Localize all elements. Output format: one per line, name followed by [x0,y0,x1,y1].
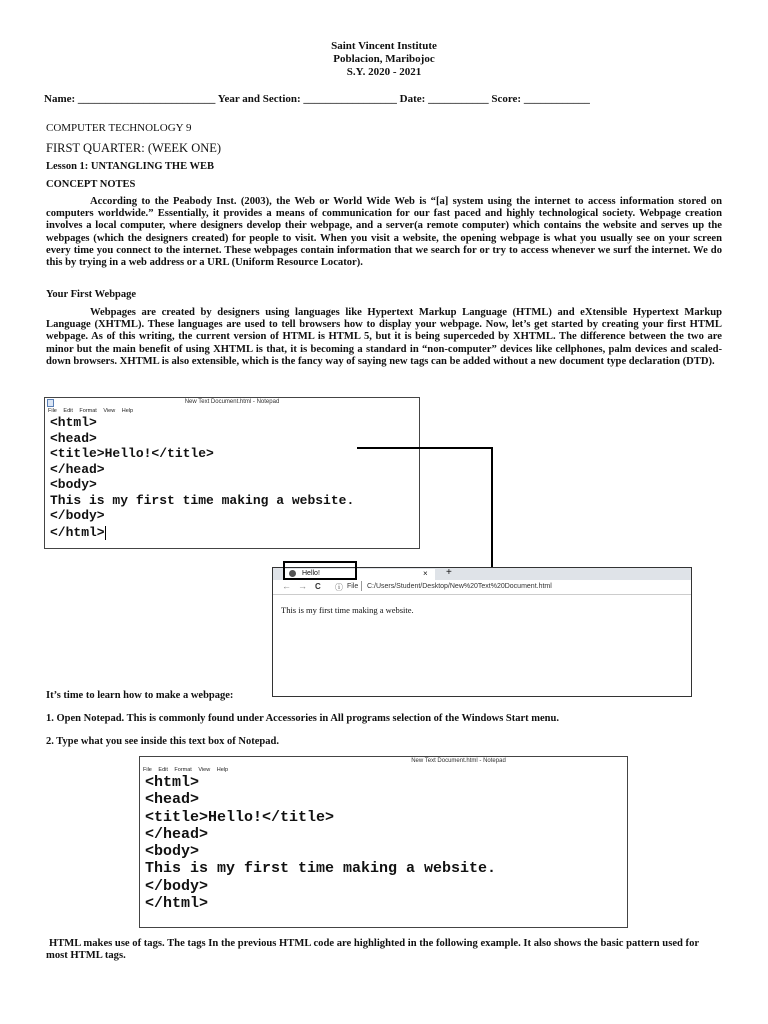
menu-file[interactable]: File [143,767,152,773]
notepad-titlebar [45,398,419,408]
file-label: File [347,583,359,590]
code-line: <body> [50,477,97,492]
section-blank: _________________ [303,93,397,105]
menu-view[interactable]: View [103,408,116,414]
notepad-title: New Text Document.html - Notepad [411,758,506,764]
menu-edit[interactable]: Edit [63,408,73,414]
learn-text: It’s time to learn how to make a webpage: [46,690,234,701]
form-line [44,93,590,105]
school-year: S.Y. 2020 - 2021 [346,66,422,78]
tab-close-icon[interactable]: × [423,569,428,578]
code-line: </html> [50,524,105,540]
menu-format[interactable]: Format [79,408,97,414]
menu-file[interactable]: File [48,408,57,414]
connector-line-horizontal [357,447,493,449]
code-line: <head> [145,791,200,809]
code-line: </head> [50,461,105,477]
code-line: <html> [145,774,200,791]
reload-icon[interactable]: C [315,582,321,591]
date-blank: ___________ [428,93,489,105]
tab-highlight-box [283,561,357,580]
score-blank: ____________ [523,93,590,105]
section-heading: Your First Webpage [46,289,137,300]
menu-help[interactable]: Help [121,408,134,414]
menu-help[interactable]: Help [216,767,229,773]
school-name: Saint Vincent Institute [331,40,437,52]
new-tab-icon[interactable]: + [446,567,452,578]
paragraph-tags: HTML makes use of tags. The tags In the previous HTML code are highlighted in the following example. It also shows the basic pattern used for most HTML tags. [46,938,699,962]
notepad-title: New Text Document.html - Notepad [184,399,280,405]
notepad-text-area[interactable] [140,774,627,912]
paragraph-first-webpage: Webpages are created by designers using languages like Hypertext Markup Language (HTML) and eXtensible Hypertext Markup Language (XHTML). These languages are used to tell browsers how to display your webpage. Now, let’s get started by creating your first HTML webpage. As of this writing, the current version of HTML is HTML 5, but it is being superceded by XHTML. The difference between the two are minor but the main benefit of using XHTML is that, it is becoming a standard in “non-computer” devices like cellphones, palm devices and scaled-down browsers. XHTML is also extensible, which is the fancy way of saying new tags can be added without a new document type declaration (DTD). [46,307,722,367]
step-2: 2. Type what you see inside this text box of Notepad. [46,736,279,747]
lesson-title: Lesson 1: UNTANGLING THE WEB [46,161,215,172]
code-line: </head> [145,825,209,843]
tab-title: Hello! [302,570,320,577]
text-cursor [105,526,106,540]
forward-icon[interactable]: → [298,581,307,591]
code-line: </body> [50,508,105,523]
notepad-window-small [44,397,420,549]
code-line: <html> [50,415,97,430]
address-divider [361,581,362,591]
section-label: Year and Section: [217,93,301,105]
code-line: </html> [145,895,209,913]
code-line: This is my first time making a website. [50,492,355,508]
code-line: <title>Hello!</title> [50,446,214,461]
concept-title: CONCEPT NOTES [46,179,136,190]
code-line: This is my first time making a website. [145,860,497,878]
menu-format[interactable]: Format [174,767,192,773]
step-1: 1. Open Notepad. This is commonly found under Accessories in All programs selection of the Windows Start menu. [46,713,559,724]
name-blank: _________________________ [77,93,216,105]
code-line: <body> [145,843,200,861]
notepad-text-area[interactable] [45,415,419,540]
info-icon[interactable]: ⓘ [335,583,343,592]
notepad-window-large [139,756,628,928]
connector-line-vertical [491,447,493,572]
url-field[interactable]: C:/Users/Student/Desktop/New%20Text%20Document.html [367,583,552,590]
school-location: Poblacion, Maribojoc [333,53,435,65]
menu-edit[interactable]: Edit [158,767,168,773]
code-line: </body> [145,877,209,895]
menu-view[interactable]: View [198,767,211,773]
browser-address-bar [273,580,691,595]
name-label: Name: [44,93,76,105]
code-line: <head> [50,430,97,446]
course-title: COMPUTER TECHNOLOGY 9 [46,122,192,134]
date-label: Date: [399,93,426,105]
back-icon[interactable]: ← [282,581,291,591]
quarter-title: FIRST QUARTER: (WEEK ONE) [46,141,222,155]
paragraph-web-intro: According to the Peabody Inst. (2003), the Web or World Wide Web is “[a] system using the internet to access information stored on computers worldwide.” Essentially, it provides a means of communication for our fast paced and highly technological society. Webpage creation involves a local computer, where designers develop their webpage, and a server(a remote computer) which contains the website and serves up the webpages (which the designers created) for people to visit. When you visit a website, the opening webpage is what you usually see on your screen every time you connect to the internet. These webpages contain information that we search for or try to access whenever we surf the internet. We do this by trying in a web address or a URL (Uniform Resource Locator). [46,196,722,269]
page-content: This is my first time making a website. [281,605,414,615]
code-line: <title>Hello!</title> [145,808,335,826]
browser-window [272,567,692,697]
score-label: Score: [491,93,522,105]
notepad-titlebar [140,757,627,767]
